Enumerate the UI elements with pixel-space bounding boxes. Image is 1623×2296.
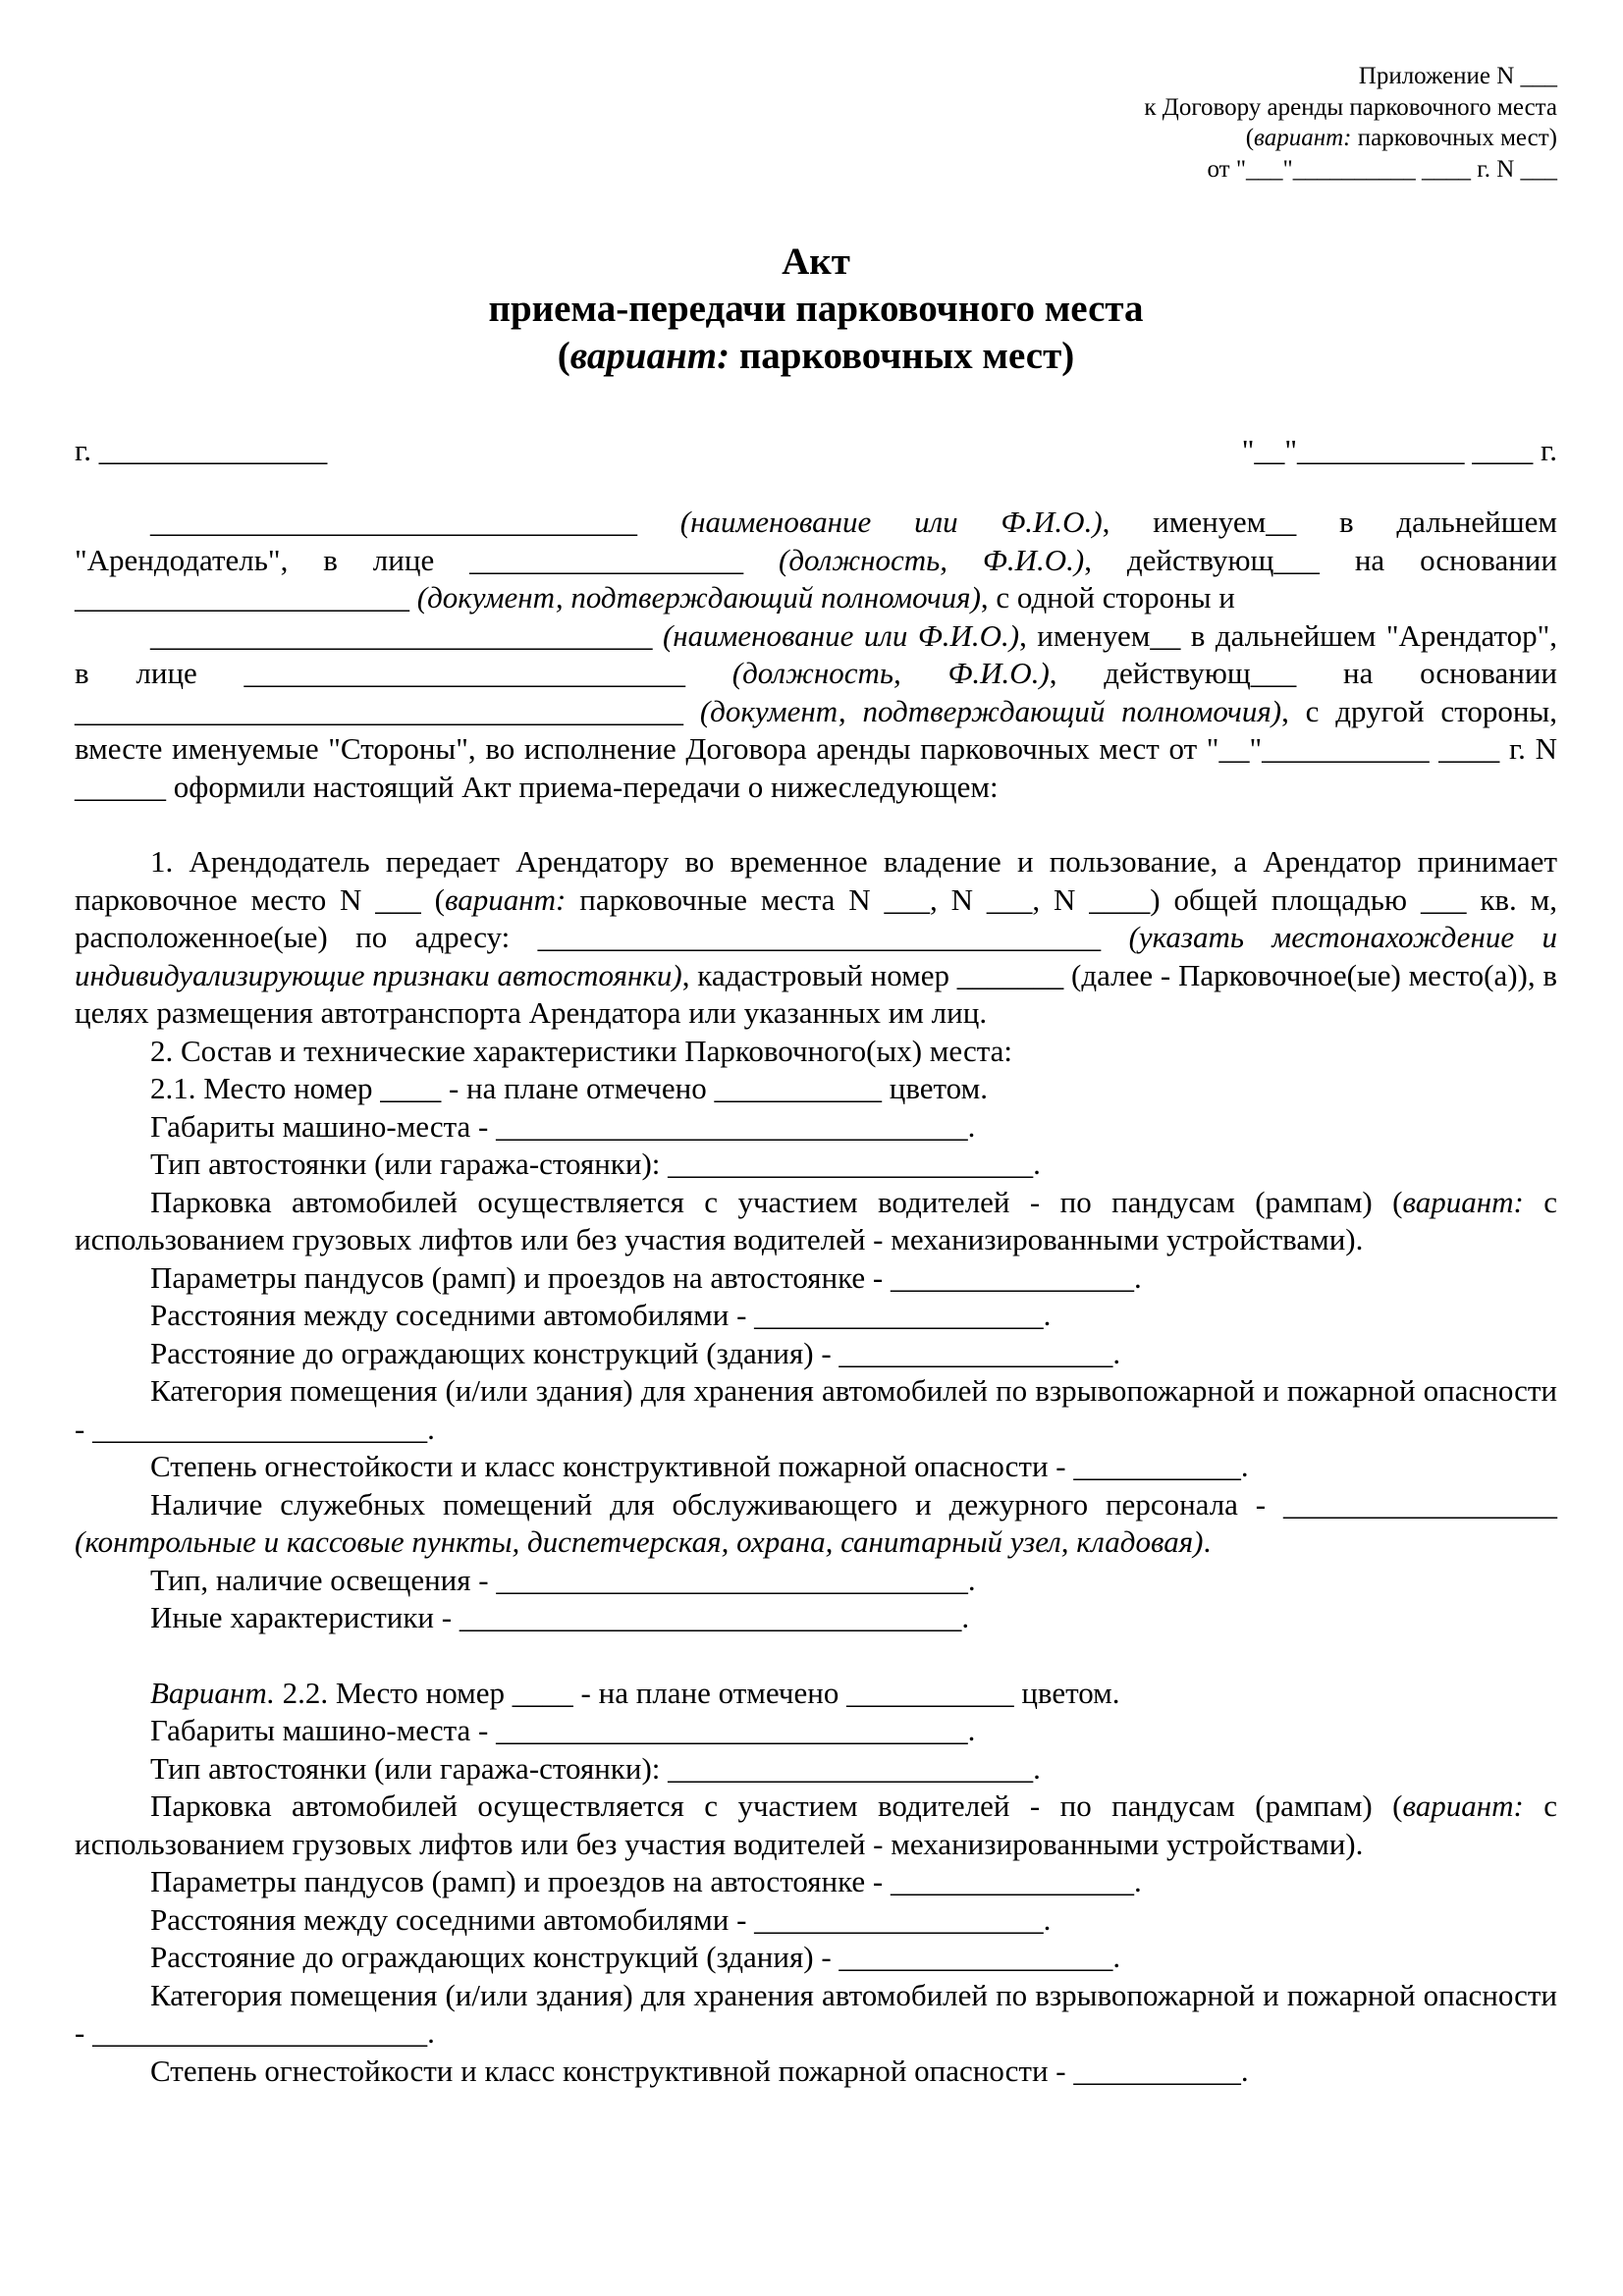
place-field: г. _______________ [75,433,328,467]
appendix-number: Приложение N ___ [1358,63,1557,89]
clause-2-1-parking: Парковка автомобилей осуществляется с участием водителей - по пандусам (рампам) (вариант: с использованием грузовых лифтов или без участия водителей - механизированными устройствами). [75,1184,1558,1256]
clause-2-2-ramps: Параметры пандусов (рамп) и проездов на автостоянке - ________________. [150,1864,1142,1898]
document-body [75,504,1557,2090]
clause-2-1-distance-cars: Расстояния между соседними автомобилями - ___________________. [150,1298,1052,1332]
clause-2-2-category: Категория помещения (и/или здания) для хранения автомобилей по взрывопожарной и пожарной опасности - ______________________. [75,1977,1557,2050]
spacer [75,806,1557,843]
date-field: "__"___________ ____ г. [1241,433,1557,467]
clause-2-2-parking: Парковка автомобилей осуществляется с участием водителей - по пандусам (рампам) (вариант: с использованием грузовых лифтов или без участия водителей - механизированными устройствами). [75,1789,1558,1861]
appendix-header [1144,61,1557,185]
clause-2-1-type: Тип автостоянки (или гаража-стоянки): ________________________. [150,1147,1041,1181]
clause-2-1-ramps: Параметры пандусов (рамп) и проездов на автостоянке - ________________. [150,1259,1142,1295]
clause-2-2-place: Вариант. 2.2. Место номер ____ - на плане отмечено ___________ цветом. [150,1675,1120,1710]
clause-2-2-dimensions: Габариты машино-места - _______________________________. [150,1713,976,1747]
clause-2-1-lighting: Тип, наличие освещения - _______________________________. [150,1562,976,1597]
clause-2-1-service-rooms: Наличие служебных помещений для обслуживающего и дежурного персонала - __________________ (контрольные и кассовые пункты, диспетчерская, охрана, санитарный узел, кладовая). [75,1486,1557,1559]
clause-2-1-other: Иные характеристики - _________________________________. [150,1600,970,1634]
clause-2-1-fire-resistance: Степень огнестойкости и класс конструктивной пожарной опасности - ___________. [150,1449,1249,1483]
parties-tenant: _________________________________ (наименование или Ф.И.О.), именуем__ в дальнейшем "Арендатор", в лице _____________________________ (должность, Ф.И.О.), действующ___ на основании ________________________________________ (документ, подтверждающий полномочия), с другой стороны, вместе именуемые "Стороны", во исполнение Договора аренды парковочных мест от "__"___________ ____ г. N ______ оформили настоящий Акт приема-передачи о нижеследующем: [75,617,1558,804]
title-line-1: Акт [782,240,850,283]
appendix-date: от "___"__________ ____ г. N ___ [1207,155,1557,183]
clause-2-2-type: Тип автостоянки (или гаража-стоянки): ________________________. [150,1750,1041,1786]
clause-2-1-distance-walls: Расстояние до ограждающих конструкций (здания) - __________________. [150,1335,1121,1370]
title-line-2: приема-передачи парковочного места [488,288,1144,330]
parties-landlord: ________________________________ (наименование или Ф.И.О.), именуем__ в дальнейшем "Арендодатель", в лице __________________ (должность, Ф.И.О.), действующ___ на основании ______________________ (документ, подтверждающий полномочия), с одной стороны и [75,505,1557,614]
clause-2-1-place: 2.1. Место номер ____ - на плане отмечено ___________ цветом. [150,1071,988,1105]
clause-2-2-distance-cars: Расстояния между соседними автомобилями - ___________________. [150,1901,1052,1937]
clause-2-1-dimensions: Габариты машино-места - _______________________________. [150,1108,976,1144]
appendix-variant: (вариант: парковочных мест) [1245,125,1557,151]
title-line-3: (вариант: парковочных мест) [557,335,1075,377]
spacer [75,1637,1557,1675]
clause-2-2-distance-walls: Расстояние до ограждающих конструкций (здания) - __________________. [150,1940,1121,1974]
document-title [75,239,1557,380]
clause-1: 1. Арендодатель передает Арендатору во временное владение и пользование, а Арендатор принимает парковочное место N ___ (вариант: парковочные места N ___, N ___, N ____) общей площадью ___ кв. м, расположенное(ые) по адресу: _____________________________________ (указать местонахождение и индивидуализирующие признаки автостоянки), кадастровый номер _______ (далее - Парковочное(ые) место(а)), в целях размещения автотранспорта Арендатора или указанных им лиц. [75,844,1557,1030]
appendix-contract-ref: к Договору аренды парковочного места [1144,93,1557,121]
clause-2-2-fire-resistance: Степень огнестойкости и класс конструктивной пожарной опасности - ___________. [150,2053,1249,2088]
place-date-row [75,432,1557,471]
clause-2-heading: 2. Состав и технические характеристики Парковочного(ых) места: [150,1033,1013,1068]
clause-2-1-category: Категория помещения (и/или здания) для хранения автомобилей по взрывопожарной и пожарной опасности - ______________________. [75,1373,1557,1446]
